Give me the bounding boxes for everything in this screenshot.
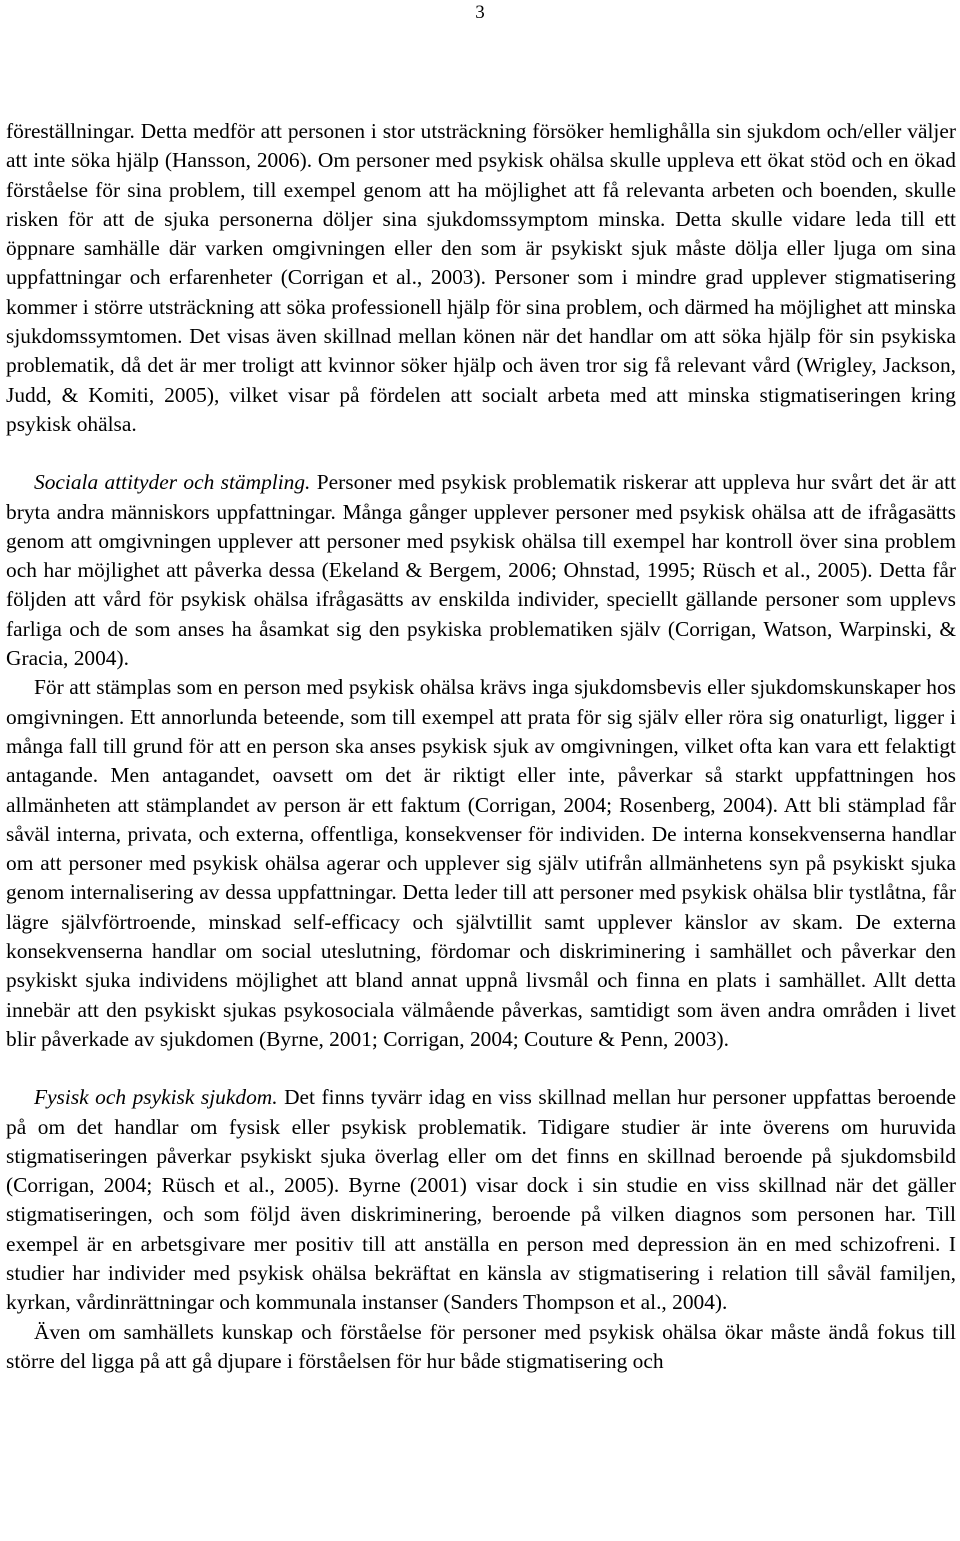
section-heading-fysisk-psykisk: Fysisk och psykisk sjukdom. [34,1085,278,1110]
paragraph-1-text: föreställningar. Detta medför att personen i stor utsträckning försöker hemlighålla sin sjukdom och/eller väljer att inte söka hjälp (Hansson, 2006). Om personer med psykisk ohälsa skulle uppleva ett ökat stöd och en ökad förståelse för sina problem, till exempel genom att ha möjlighet att få relevanta arbeten och boenden, skulle risken för att de sjuka personerna döljer sina sjukdomssymptom minska. Detta skulle vidare leda till ett öppnare samhälle där varken omgivningen eller den som är psykiskt sjuk måste dölja eller ljuga om sina uppfattningar och erfarenheter (Corrigan et al., 2003). Personer som i mindre grad upplever stigmatisering kommer i större utsträckning att söka professionell hjälp för sina problem, och därmed ha möjlighet att minska sjukdomssymtomen. Det visas även skillnad mellan könen när det handlar om att söka hjälp för sin psykiska problematik, då det är mer troligt att kvinnor söker hjälp och även tror sig få relevant vård (Wrigley, Jackson, Judd, & Komiti, 2005), vilket visar på fördelen att socialt arbeta med att minska stigmatiseringen kring psykisk ohälsa. [6,119,956,436]
paragraph-4 [6,1083,956,1317]
document-body [6,117,956,1376]
paragraph-5-text: Även om samhällets kunskap och förståelse för personer med psykisk ohälsa ökar måste ändå fokus till större del ligga på att gå djupare i förståelsen för hur både stigmatisering och [6,1319,956,1373]
paragraph-3 [6,673,956,1054]
paragraph-3-text: För att stämplas som en person med psykisk ohälsa krävs inga sjukdomsbevis eller sjukdomskunskaper hos omgivningen. Ett annorlunda beteende, som till exempel att prata för sig själv eller röra sig onaturligt, ligger i många fall till grund för att en person ska anses psykisk sjuk av omgivningen, vilket ofta kan vara ett felaktigt antagande. Men antagandet, oavsett om det är riktigt eller inte, påverkar så starkt uppfattningen hos allmänheten att stämplandet av person är ett faktum (Corrigan, 2004; Rosenberg, 2004). Att bli stämplad får såväl interna, privata, och externa, offentliga, konsekvenser för individen. De interna konsekvenserna handlar om att personer med psykisk ohälsa agerar och upplever sig själv utifrån allmänhetens syn på psykiskt sjuka genom internalisering av dessa uppfattningar. Detta leder till att personer med psykisk ohälsa blir tystlåtna, får lägre självförtroende, minskad self-efficacy och självtillit samt upplever känslor av skam. De externa konsekvenserna handlar om social uteslutning, fördomar och diskriminering i samhället och påverkar den psykiskt sjuka individens möjlighet att bland annat uppnå livsmål och finna en plats i samhället. Allt detta innebär att den psykiskt sjukas psykosociala välmående påverkas, samtidigt som även andra områden i livet blir påverkade av sjukdomen (Byrne, 2001; Corrigan, 2004; Couture & Penn, 2003). [6,675,956,1051]
paragraph-5 [6,1318,956,1377]
paragraph-2-text: Personer med psykisk problematik riskerar att uppleva hur svårt det är att bryta andra människors uppfattningar. Många gånger upplever personer med psykisk ohälsa att de ifrågasätts genom att omgivningen upplever att personer med psykisk ohälsa till exempel har kontroll över sina problem och har möjlighet att påverka dessa (Ekeland & Bergem, 2006; Ohnstad, 1995; Rüsch et al., 2005). Detta får följden att vård för psykisk ohälsa ifrågasätts av enskilda individer, speciellt gällande personer som upplevs farliga och de som anses ha åsamkat sig den psykiska problematiken själv (Corrigan, Watson, Warpinski, & Gracia, 2004). [6,470,957,671]
paragraph-4-text: Det finns tyvärr idag en viss skillnad mellan hur personer uppfattas beroende på om det handlar om fysisk eller psykisk problematik. Tidigare studier är inte överens om huruvida stigmatiseringen påverkar psykiskt sjuka överlag eller om det finns en skillnad beroende på sjukdomsbild (Corrigan, 2004; Rüsch et al., 2005). Byrne (2001) visar dock i sin studie en viss skillnad när det gäller stigmatiseringen, och som följd även diskriminering, beroende på vilken diagnos som personen har. Till exempel är en arbetsgivare mer positiv till att anställa en person med depression än en med schizofreni. I studier har individer med psykisk ohälsa bekräftat en känsla av stigmatisering i relation till såväl familjen, kyrkan, vårdinrättningar och kommunala instanser (Sanders Thompson et al., 2004). [6,1085,956,1315]
page-number: 3 [475,2,485,23]
section-heading-sociala-attityder: Sociala attityder och stämpling. [34,470,311,495]
paragraph-2 [6,468,956,673]
paragraph-1 [6,117,956,439]
